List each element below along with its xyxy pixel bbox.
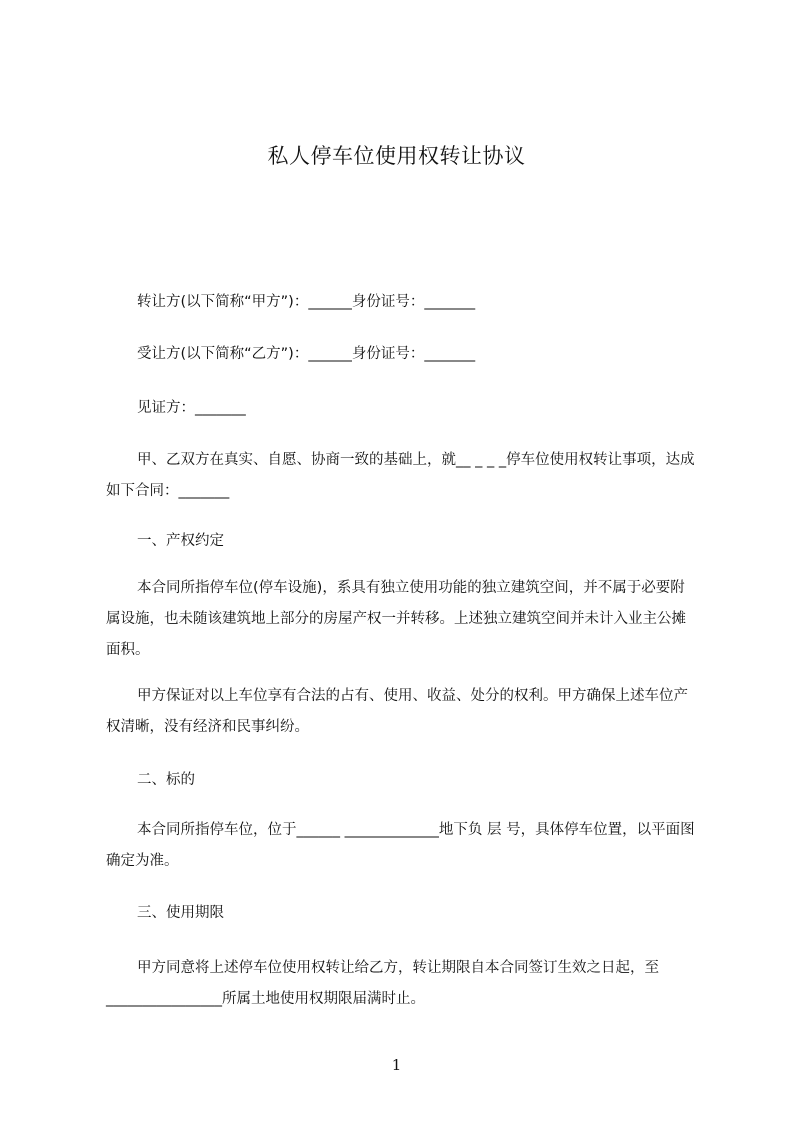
page-number: 1 [391,1056,402,1074]
transferee-line: 受让方(以下简称“乙方”)：______身份证号：_______ [137,346,476,362]
property-paragraph-1: 本合同所指停车位(停车设施)，系具有独立使用功能的独立建筑空间，并不属于必要附属设施，也未随该建筑地上部分的房屋产权一并转移。上述独立建筑空间并未计入业主公摊面积。 [106,580,686,658]
transferor-line: 转让方(以下简称“甲方”)：______身份证号：_______ [137,294,476,310]
witness-line: 见证方：_______ [137,400,246,416]
property-paragraph-2: 甲方保证对以上车位享有合法的占有、使用、收益、处分的权利。甲方确保上述车位产权清晰，没有经济和民事纠纷。 [106,688,688,735]
section-heading-subject: 二、标的 [137,772,195,788]
section-heading-term: 三、使用期限 [137,905,224,921]
intro-paragraph: 甲、乙双方在真实、自愿、协商一致的基础上，就__ _ _ _停车位使用权转让事项，达成如下合同：_______ [106,452,695,499]
term-paragraph: 甲方同意将上述停车位使用权转让给乙方，转让期限自本合同签订生效之日起，至________________所属土地使用权期限届满时止。 [106,960,659,1007]
document-title: 私人停车位使用权转让协议 [267,144,526,168]
subject-paragraph: 本合同所指停车位，位于______ _____________地下负 层 号，具体停车位置，以平面图确定为准。 [106,822,695,869]
section-heading-property: 一、产权约定 [137,533,224,549]
